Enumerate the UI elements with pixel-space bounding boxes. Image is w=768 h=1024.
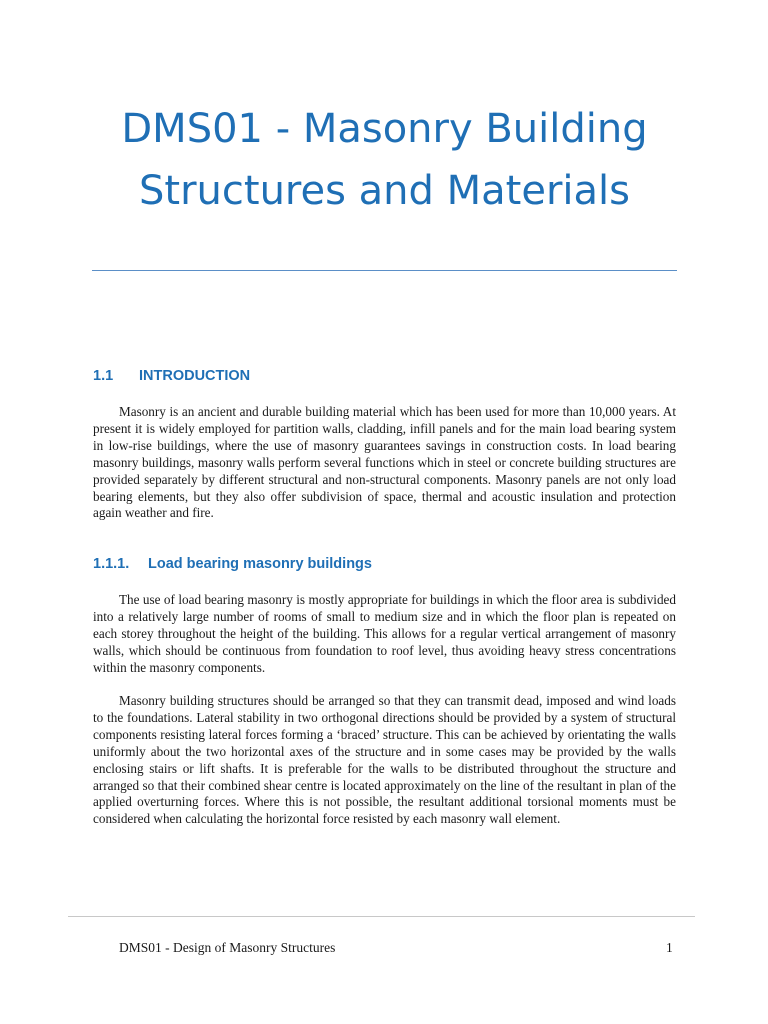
section-title: INTRODUCTION — [139, 368, 251, 384]
subsection-paragraph-2: Masonry building structures should be arranged so that they can transmit dead, imposed and wind loads to the foundations. Lateral stability in two orthogonal directions should be provided by a system of structural components resisting lateral forces forming a ‘braced’ structure. This can be achieved by orientating the walls uniformly about the two horizontal axes of the structure and in some cases may be provided by the walls enclosing stairs or lift shafts. It is preferable for the walls to be distributed throughout the structure and arranged so that their combined shear centre is located approximately on the line of the resultant in plan of the applied overturning forces. Where this is not possible, the resultant additional torsional moments must be considered when calculating the horizontal force resisted by each masonry wall element. — [93, 693, 676, 827]
subsection-paragraph-1: The use of load bearing masonry is mostly appropriate for buildings in which the floor area is subdivided into a relatively large number of rooms of small to medium size and in which the floor plan is repeated on each storey throughout the height of the building. This allows for a regular vertical arrangement of masonry walls, which should be continuous from foundation to roof level, thus avoiding heavy stress concentrations within the masonry components. — [93, 592, 676, 675]
section-heading — [93, 368, 250, 384]
page-number: 1 — [666, 940, 673, 955]
title-divider — [92, 270, 677, 271]
intro-paragraph: Masonry is an ancient and durable building material which has been used for more than 10,000 years. At present it is widely employed for partition walls, cladding, infill panels and for the main load bearing system in low-rise buildings, where the use of masonry guarantees savings in construction costs. In load bearing masonry buildings, masonry walls perform several functions which in steel or concrete building structures are provided separately by different structural and non-structural components. Masonry panels are not only load bearing elements, but they also offer subdivision of space, thermal and acoustic insulation and protection again weather and fire. — [93, 404, 676, 521]
subsection-number: 1.1.1. — [93, 556, 130, 572]
footer-divider — [68, 916, 695, 917]
section-number: 1.1 — [93, 368, 114, 384]
subsection-title: Load bearing masonry buildings — [148, 556, 372, 572]
document-title: DMS01 - Masonry Building Structures and Materials — [121, 106, 648, 214]
footer-title: DMS01 - Design of Masonry Structures — [119, 940, 336, 955]
subsection-heading — [93, 556, 372, 572]
